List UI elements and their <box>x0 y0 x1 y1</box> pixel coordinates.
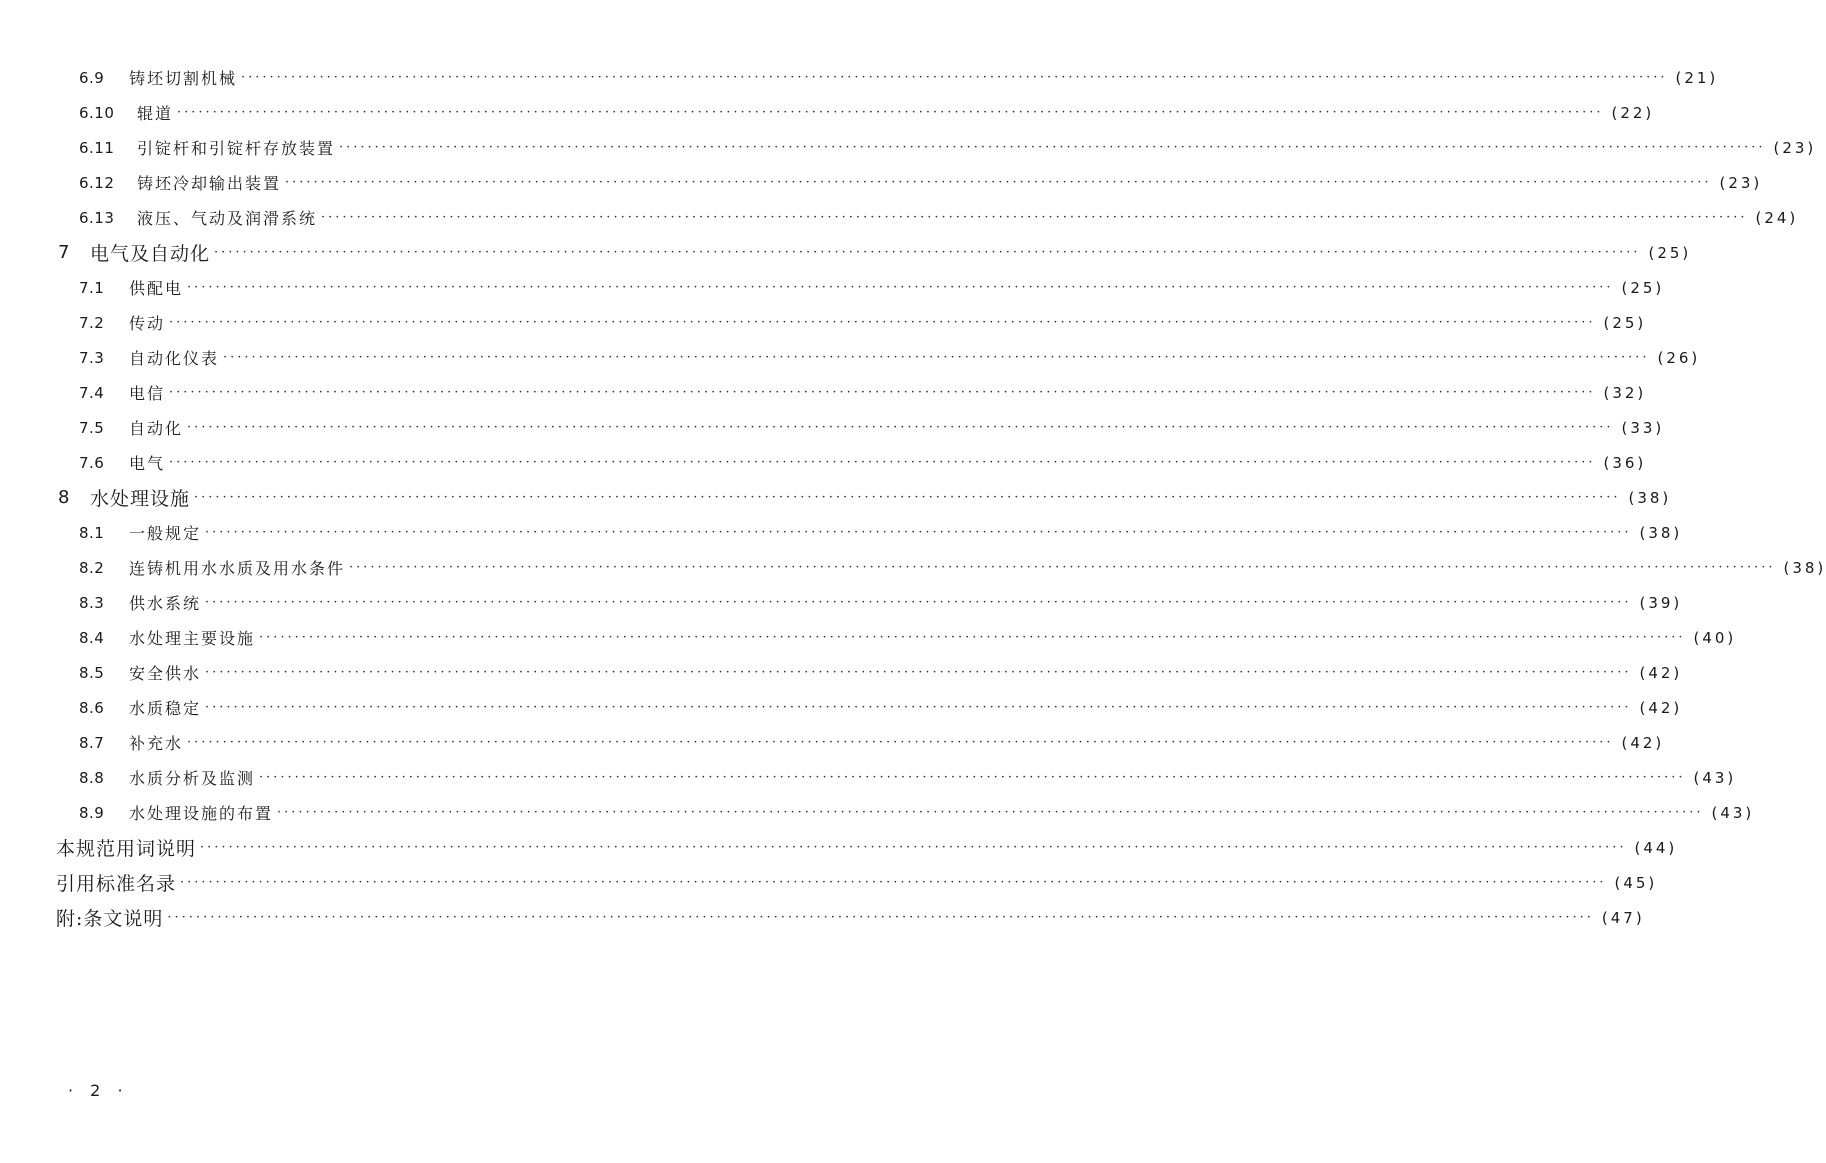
toc-leader-dots: ········································································································································································································ <box>205 595 1632 610</box>
toc-entry-page: (22) <box>1611 103 1655 122</box>
toc-entry[interactable] <box>0 270 1665 305</box>
toc-entry-title: 供配电 <box>129 279 184 298</box>
toc-leader-dots: ········································································································································································································ <box>321 210 1748 225</box>
toc-entry-page: (38) <box>1783 558 1826 577</box>
toc-entry-number: 8 <box>58 487 70 508</box>
toc-entry[interactable] <box>0 165 1763 200</box>
toc-entry-page: (23) <box>1719 173 1763 192</box>
toc-entry-number: 6.12 <box>79 173 115 192</box>
toc-entry[interactable] <box>0 95 1655 130</box>
toc-entry-title: 电气 <box>129 454 166 473</box>
toc-leader-dots: ········································································································································································································ <box>277 805 1704 820</box>
toc-entry-page: (25) <box>1603 313 1647 332</box>
toc-entry-title: 连铸机用水水质及用水条件 <box>129 559 346 578</box>
toc-entry-title: 本规范用词说明 <box>56 838 197 860</box>
toc-entry-page: (43) <box>1711 803 1755 822</box>
toc-leader-dots: ········································································································································································································ <box>339 140 1766 155</box>
toc-entry-number: 7.2 <box>79 313 105 332</box>
toc-entry-number: 7.6 <box>79 453 105 472</box>
toc-entry-page: (38) <box>1639 523 1683 542</box>
toc-entry-page: (26) <box>1657 348 1701 367</box>
toc-entry-page: (23) <box>1773 138 1817 157</box>
toc-entry[interactable] <box>0 865 1658 900</box>
toc-entry[interactable] <box>0 900 1645 935</box>
toc-entry-page: (33) <box>1621 418 1665 437</box>
toc-entry[interactable] <box>0 550 1826 585</box>
toc-entry-title: 水处理设施的布置 <box>129 804 274 823</box>
toc-entry-page: (45) <box>1614 873 1658 892</box>
toc-entry-number: 8.5 <box>79 663 105 682</box>
toc-entry[interactable] <box>0 375 1647 410</box>
toc-leader-dots: ········································································································································································································ <box>200 840 1627 855</box>
toc-entry[interactable] <box>0 585 1683 620</box>
toc-leader-dots: ········································································································································································································ <box>169 385 1596 400</box>
toc-entry-page: (43) <box>1693 768 1737 787</box>
toc-entry[interactable] <box>0 130 1817 165</box>
toc-entry-title: 液压、气动及润滑系统 <box>137 209 318 228</box>
toc-entry-number: 8.4 <box>79 628 105 647</box>
toc-leader-dots: ········································································································································································································ <box>205 665 1632 680</box>
toc-entry-number: 7.3 <box>79 348 105 367</box>
toc-entry-title: 自动化 <box>129 419 184 438</box>
toc-entry-number: 6.10 <box>79 103 115 122</box>
toc-leader-dots: ········································································································································································································ <box>259 770 1686 785</box>
table-of-contents <box>0 60 1826 935</box>
toc-leader-dots: ········································································································································································································ <box>214 245 1641 260</box>
toc-entry-title: 供水系统 <box>129 594 202 613</box>
toc-entry-number: 8.3 <box>79 593 105 612</box>
toc-entry-number: 6.9 <box>79 68 105 87</box>
toc-leader-dots: ········································································································································································································ <box>169 315 1596 330</box>
toc-entry-page: (47) <box>1601 908 1645 927</box>
toc-entry[interactable] <box>0 410 1665 445</box>
toc-leader-dots: ········································································································································································································ <box>187 420 1614 435</box>
toc-leader-dots: ········································································································································································································ <box>241 70 1668 85</box>
toc-entry-page: (40) <box>1693 628 1737 647</box>
toc-entry-title: 水处理主要设施 <box>129 629 256 648</box>
toc-entry-title: 引用标准名录 <box>56 873 177 895</box>
toc-entry-title: 水质分析及监测 <box>129 769 256 788</box>
toc-entry-title: 附:条文说明 <box>56 908 164 930</box>
toc-entry[interactable] <box>0 515 1683 550</box>
toc-entry[interactable] <box>0 620 1737 655</box>
toc-entry-title: 传动 <box>129 314 166 333</box>
toc-entry-title: 一般规定 <box>129 524 202 543</box>
toc-leader-dots: ········································································································································································································ <box>187 735 1614 750</box>
toc-entry-number: 7 <box>58 242 70 263</box>
toc-entry-title: 电信 <box>129 384 166 403</box>
toc-entry-page: (21) <box>1675 68 1719 87</box>
toc-entry[interactable] <box>0 830 1678 865</box>
toc-entry-title: 引锭杆和引锭杆存放装置 <box>137 139 336 158</box>
toc-entry-title: 辊道 <box>137 104 174 123</box>
toc-entry-number: 7.1 <box>79 278 105 297</box>
toc-entry-title: 水质稳定 <box>129 699 202 718</box>
toc-entry-title: 自动化仪表 <box>129 349 220 368</box>
toc-entry-number: 8.6 <box>79 698 105 717</box>
toc-leader-dots: ········································································································································································································ <box>205 700 1632 715</box>
toc-entry[interactable] <box>0 60 1719 95</box>
toc-entry-number: 8.9 <box>79 803 105 822</box>
toc-leader-dots: ········································································································································································································ <box>349 560 1776 575</box>
toc-entry-number: 8.8 <box>79 768 105 787</box>
toc-entry[interactable] <box>0 795 1755 830</box>
page-number: · 2 · <box>68 1081 129 1100</box>
toc-leader-dots: ········································································································································································································ <box>177 105 1604 120</box>
toc-entry-page: (39) <box>1639 593 1683 612</box>
toc-leader-dots: ········································································································································································································ <box>223 350 1650 365</box>
toc-entry-title: 铸坯切割机械 <box>129 69 238 88</box>
toc-leader-dots: ········································································································································································································ <box>259 630 1686 645</box>
toc-leader-dots: ········································································································································································································ <box>285 175 1712 190</box>
toc-entry-page: (36) <box>1603 453 1647 472</box>
toc-entry[interactable] <box>0 725 1665 760</box>
toc-entry-title: 补充水 <box>129 734 184 753</box>
toc-entry[interactable] <box>0 480 1672 515</box>
toc-entry-number: 8.2 <box>79 558 105 577</box>
toc-entry-title: 铸坯冷却输出装置 <box>137 174 282 193</box>
toc-leader-dots: ········································································································································································································ <box>187 280 1614 295</box>
toc-entry-page: (32) <box>1603 383 1647 402</box>
toc-entry-page: (25) <box>1621 278 1665 297</box>
toc-entry-title: 安全供水 <box>129 664 202 683</box>
toc-entry-page: (38) <box>1628 488 1672 507</box>
toc-entry[interactable] <box>0 690 1683 725</box>
toc-entry-title: 电气及自动化 <box>90 243 211 265</box>
toc-entry[interactable] <box>0 340 1701 375</box>
toc-entry-page: (42) <box>1639 663 1683 682</box>
toc-leader-dots: ········································································································································································································ <box>180 875 1607 890</box>
toc-entry[interactable] <box>0 445 1647 480</box>
toc-leader-dots: ········································································································································································································ <box>194 490 1621 505</box>
toc-entry-number: 6.13 <box>79 208 115 227</box>
toc-entry[interactable] <box>0 200 1799 235</box>
toc-entry-page: (42) <box>1621 733 1665 752</box>
toc-entry[interactable] <box>0 235 1692 270</box>
toc-entry[interactable] <box>0 305 1647 340</box>
toc-entry-page: (24) <box>1755 208 1799 227</box>
toc-leader-dots: ········································································································································································································ <box>167 910 1594 925</box>
toc-entry-number: 7.4 <box>79 383 105 402</box>
toc-entry-number: 8.1 <box>79 523 105 542</box>
toc-leader-dots: ········································································································································································································ <box>169 455 1596 470</box>
toc-entry-page: (25) <box>1648 243 1692 262</box>
toc-entry-page: (44) <box>1634 838 1678 857</box>
toc-entry[interactable] <box>0 760 1737 795</box>
toc-entry-number: 8.7 <box>79 733 105 752</box>
toc-entry-number: 7.5 <box>79 418 105 437</box>
toc-entry[interactable] <box>0 655 1683 690</box>
toc-entry-page: (42) <box>1639 698 1683 717</box>
toc-entry-title: 水处理设施 <box>90 488 191 510</box>
toc-entry-number: 6.11 <box>79 138 115 157</box>
toc-leader-dots: ········································································································································································································ <box>205 525 1632 540</box>
